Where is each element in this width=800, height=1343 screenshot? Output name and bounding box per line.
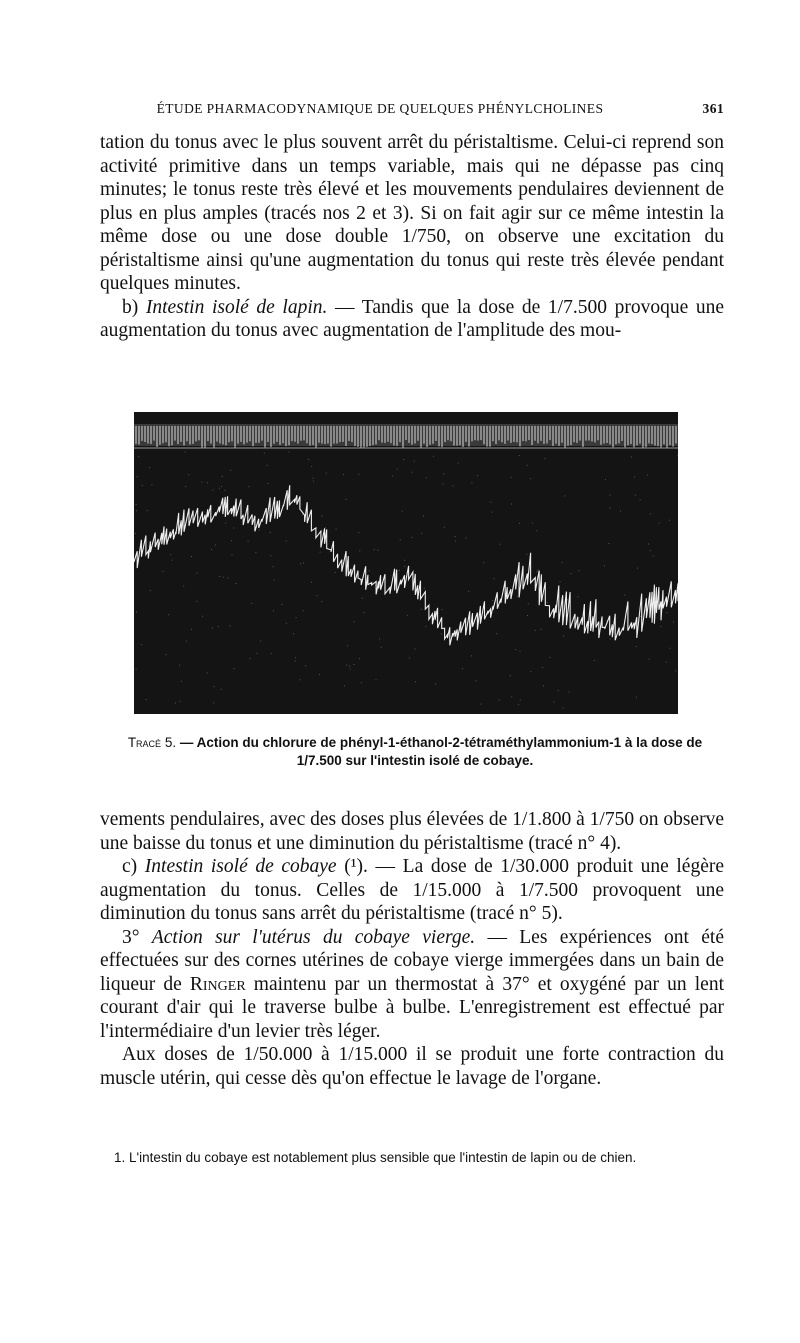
paragraph-continuation: tation du tonus avec le plus souvent arrêt du péristaltisme. Celui-ci reprend son activité primitive dans un temps variable, mais qui ne dépasse pas cinq minutes; le tonus reste très élevé et les mouvements pendulaires deviennent de plus en plus amples (tracés nos 2 et 3). Si on fait agir sur ce même intestin la même dose ou une dose double 1/750, on observe une excitation du péristaltisme ainsi qu'une augmentation du tonus qui reste très élevée pendant quelques minutes. — [100, 132, 724, 294]
name-ringer: Ringer — [189, 973, 246, 995]
trace-background — [134, 412, 678, 714]
paragraph-text: — Les expériences ont été effectuées sur des cornes utérines de cobaye vierge immergées dans un bain de liqueur de — [100, 926, 724, 995]
caption-label: Tracé 5. — [127, 735, 177, 750]
kymograph-trace-figure — [134, 412, 678, 714]
text-block-bottom — [100, 808, 724, 1090]
item-label-3: 3° — [122, 926, 152, 948]
paragraph-intestin-cobaye — [100, 855, 724, 926]
item-label-b: b) — [122, 296, 146, 318]
paragraph-intestin-lapin — [100, 296, 724, 343]
kymograph-trace-image — [134, 412, 678, 714]
figure-caption — [110, 734, 720, 770]
paragraph-text: maintenu par un thermostat à 37° et oxygéné par un lent courant d'air qui le traverse bulbe à bulbe. L'enregistrement est effectué par l'intermédiaire d'un levier très léger. — [100, 973, 724, 1042]
footnote-text: 1. L'intestin du cobaye est notablement plus sensible que l'intestin de lapin ou de chien. — [114, 1150, 637, 1165]
running-head — [100, 101, 724, 121]
paragraph-text: (¹). — La dose de 1/30.000 produit une légère augmentation du tonus. Celles de 1/15.000 à 1/7.500 provoquent une diminution du tonus sans arrêt du péristaltisme (tracé n° 5). — [100, 856, 725, 924]
caption-text: — Action du chlorure de phényl-1-éthanol-2-tétraméthylammonium-1 à la dose de 1/7.500 sur l'intestin isolé de cobaye. — [176, 735, 703, 768]
paragraph-continuation-2: vements pendulaires, avec des doses plus élevées de 1/1.800 à 1/750 on observe une baisse du tonus et une diminution du péristaltisme (tracé n° 4). — [100, 809, 724, 854]
running-title: ÉTUDE PHARMACODYNAMIQUE DE QUELQUES PHÉNYLCHOLINES — [156, 101, 604, 116]
heading-uterus: Action sur l'utérus du cobaye vierge. — [151, 926, 476, 948]
paragraph-doses: Aux doses de 1/50.000 à 1/15.000 il se produit une forte contraction du muscle utérin, qui cesse dès qu'on effectue le lavage de l'organe. — [100, 1044, 724, 1089]
heading-intestin-lapin: Intestin isolé de lapin. — [145, 296, 328, 318]
item-label-c: c) — [122, 856, 145, 877]
heading-intestin-cobaye: Intestin isolé de cobaye — [144, 856, 337, 877]
text-block-top — [100, 131, 724, 343]
paragraph-uterus — [100, 926, 724, 1044]
paragraph-text: — Tandis que la dose de 1/7.500 provoque une augmentation du tonus avec augmentation de l'amplitude des mou- — [100, 296, 724, 341]
footnote — [100, 1148, 724, 1167]
page-number: 361 — [702, 101, 724, 116]
